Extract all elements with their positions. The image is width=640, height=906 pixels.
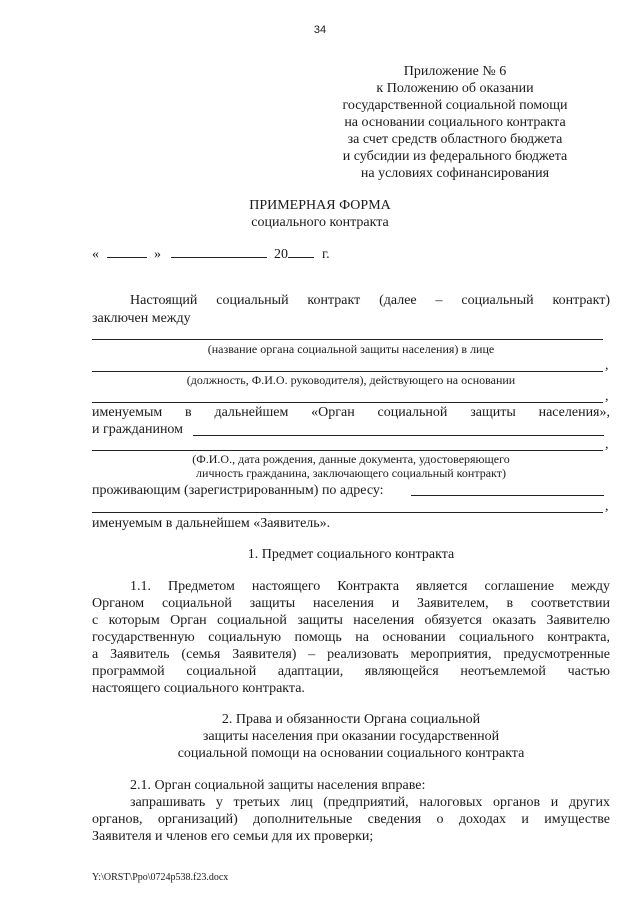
- comma: ,: [605, 437, 609, 452]
- heading-line: защиты населения при оказании государственной: [202, 729, 500, 744]
- appendix-line: к Положению об оказании: [376, 81, 534, 96]
- page-number: 34: [313, 24, 327, 36]
- title-line: ПРИМЕРНАЯ ФОРМА: [249, 198, 391, 213]
- address-line[interactable]: [411, 495, 604, 496]
- text-line: с которым Орган социальной защиты населения обязуется оказать Заявителю: [92, 613, 610, 628]
- comma: ,: [605, 389, 609, 404]
- paragraph-2-1-text: [92, 794, 610, 845]
- heading-line: социальной помощи на основании социального контракта: [177, 746, 525, 761]
- appendix-line: и субсидии из федерального бюджета: [342, 149, 568, 164]
- year-suffix: г.: [322, 247, 330, 262]
- named-organ-text: именуемым в дальнейшем «Орган социальной защиты населения»,: [92, 405, 610, 420]
- organ-name-line[interactable]: [92, 339, 603, 340]
- date-line: [92, 244, 330, 263]
- document-title: [0, 197, 640, 231]
- citizen-line[interactable]: [193, 435, 604, 436]
- month-blank[interactable]: [171, 244, 267, 258]
- caption-position: (должность, Ф.И.О. руководителя), действующего на основании: [186, 373, 516, 387]
- appendix-line: за счет средств областного бюджета: [347, 132, 563, 147]
- appendix-line: Приложение № 6: [403, 64, 507, 79]
- and-citizen-text: и гражданином: [92, 422, 184, 437]
- text-line: Органом социальной защиты населения и Заявителем, в соответствии: [92, 596, 610, 611]
- paragraph-1-1: [92, 578, 610, 697]
- appendix-block: [305, 63, 605, 182]
- caption-citizen-2: личность гражданина, заключающего социальный контракт): [196, 466, 506, 480]
- named-applicant-text: именуемым в дальнейшем «Заявитель».: [92, 516, 331, 531]
- heading-line: 2. Права и обязанности Органа социальной: [221, 712, 481, 727]
- comma: ,: [605, 499, 609, 514]
- caption-organ: (название органа социальной защиты населения) в лице: [207, 342, 495, 356]
- close-quote: »: [154, 247, 161, 262]
- section-2-heading: [92, 711, 610, 762]
- position-line[interactable]: [92, 371, 603, 372]
- year-blank[interactable]: [288, 244, 314, 258]
- text-line: 1.1. Предметом настоящего Контракта является соглашение между: [130, 579, 610, 594]
- section-1-heading: 1. Предмет социального контракта: [247, 547, 455, 562]
- file-path-footer: Y:\ORST\Ppo\0724p538.f23.docx: [92, 872, 229, 883]
- subtitle-line: социального контракта: [251, 215, 389, 230]
- basis-line[interactable]: [92, 402, 603, 403]
- intro-line-1: Настоящий социальный контракт (далее – социальный контракт): [130, 293, 610, 308]
- appendix-line: на условиях софинансирования: [360, 166, 550, 181]
- text-line: органов, организаций) дополнительные сведения о доходах и имуществе: [92, 812, 610, 827]
- text-line: настоящего социального контракта.: [92, 681, 305, 696]
- residing-text: проживающим (зарегистрированным) по адресу:: [92, 483, 384, 498]
- paragraph-2-1: 2.1. Орган социальной защиты населения вправе:: [130, 778, 426, 793]
- text-line: программой социальной адаптации, являющейся неотъемлемой частью: [92, 664, 610, 679]
- caption-citizen-1: (Ф.И.О., дата рождения, данные документа, удостоверяющего: [192, 452, 510, 466]
- open-quote: «: [92, 247, 99, 262]
- comma: ,: [605, 358, 609, 373]
- address-line-2[interactable]: [92, 512, 603, 513]
- appendix-line: на основании социального контракта: [344, 115, 566, 130]
- text-line: государственную социальную помощь на основании социального контракта,: [92, 630, 610, 645]
- text-line: а Заявитель (семья Заявителя) – реализовать мероприятия, предусмотренные: [92, 647, 610, 662]
- day-blank[interactable]: [107, 244, 147, 258]
- citizen-details-line[interactable]: [92, 450, 603, 451]
- appendix-line: государственной социальной помощи: [342, 98, 568, 113]
- text-line: запрашивать у третьих лиц (предприятий, налоговых органов и других: [130, 795, 610, 810]
- intro-line-2: заключен между: [92, 311, 191, 326]
- year-prefix: 20: [274, 247, 288, 262]
- text-line: Заявителя и членов его семьи для их проверки;: [92, 829, 374, 844]
